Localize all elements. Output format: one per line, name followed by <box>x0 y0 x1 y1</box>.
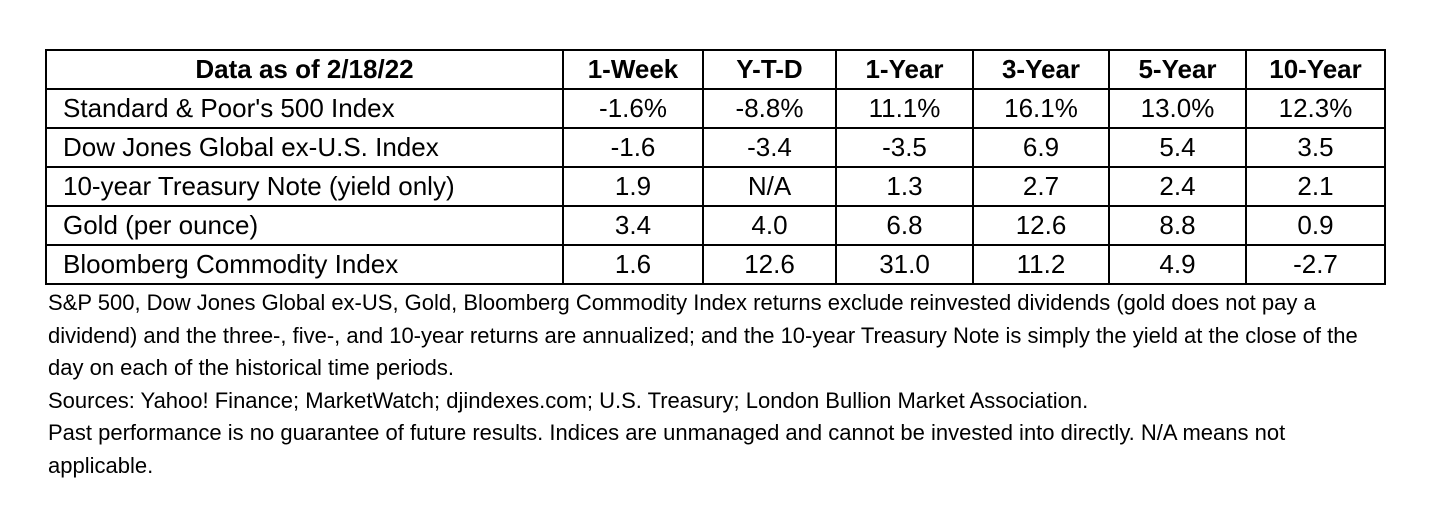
cell-value: 12.6 <box>973 206 1109 245</box>
cell-value: 8.8 <box>1109 206 1246 245</box>
table-footnotes <box>48 287 1388 482</box>
table-row <box>46 89 1385 128</box>
cell-value: 4.9 <box>1109 245 1246 284</box>
cell-value: 11.2 <box>973 245 1109 284</box>
cell-value: 2.7 <box>973 167 1109 206</box>
cell-value: 4.0 <box>703 206 836 245</box>
table-header-row <box>46 50 1385 89</box>
row-label-dow-jones-global: Dow Jones Global ex-U.S. Index <box>46 128 563 167</box>
cell-value: N/A <box>703 167 836 206</box>
methodology-note: S&P 500, Dow Jones Global ex-US, Gold, Bloomberg Commodity Index returns exclude reinvested dividends (gold does not pay a dividend) and the three-, five-, and 10-year returns are annualized; and the 10-year Treasury Note is simply the yield at the close of the day on each of the historical time periods. <box>48 290 1358 380</box>
cell-value: -3.5 <box>836 128 973 167</box>
cell-value: 6.8 <box>836 206 973 245</box>
market-returns-table <box>45 49 1386 285</box>
cell-value: 1.9 <box>563 167 703 206</box>
header-data-as-of: Data as of 2/18/22 <box>46 50 563 89</box>
cell-value: 16.1% <box>973 89 1109 128</box>
row-label-sp500: Standard & Poor's 500 Index <box>46 89 563 128</box>
cell-value: 1.6 <box>563 245 703 284</box>
sources-note: Sources: Yahoo! Finance; MarketWatch; djindexes.com; U.S. Treasury; London Bullion Market Association. <box>48 387 1089 413</box>
cell-value: -1.6% <box>563 89 703 128</box>
cell-value: 12.3% <box>1246 89 1385 128</box>
cell-value: 5.4 <box>1109 128 1246 167</box>
cell-value: 2.1 <box>1246 167 1385 206</box>
table-row <box>46 245 1385 284</box>
cell-value: -8.8% <box>703 89 836 128</box>
cell-value: 6.9 <box>973 128 1109 167</box>
disclaimer-note: Past performance is no guarantee of future results. Indices are unmanaged and cannot be invested into directly. N/A means not applicable. <box>48 420 1286 478</box>
cell-value: 3.4 <box>563 206 703 245</box>
cell-value: 11.1% <box>836 89 973 128</box>
cell-value: 1.3 <box>836 167 973 206</box>
row-label-treasury-note: 10-year Treasury Note (yield only) <box>46 167 563 206</box>
cell-value: -1.6 <box>563 128 703 167</box>
header-3-year: 3-Year <box>973 50 1109 89</box>
cell-value: -3.4 <box>703 128 836 167</box>
header-ytd: Y-T-D <box>703 50 836 89</box>
cell-value: 0.9 <box>1246 206 1385 245</box>
cell-value: 13.0% <box>1109 89 1246 128</box>
header-10-year: 10-Year <box>1246 50 1385 89</box>
header-5-year: 5-Year <box>1109 50 1246 89</box>
header-1-year: 1-Year <box>836 50 973 89</box>
table-row <box>46 128 1385 167</box>
cell-value: 2.4 <box>1109 167 1246 206</box>
header-1-week: 1-Week <box>563 50 703 89</box>
table-row <box>46 206 1385 245</box>
cell-value: 3.5 <box>1246 128 1385 167</box>
cell-value: -2.7 <box>1246 245 1385 284</box>
row-label-gold: Gold (per ounce) <box>46 206 563 245</box>
cell-value: 31.0 <box>836 245 973 284</box>
cell-value: 12.6 <box>703 245 836 284</box>
row-label-bloomberg-commodity: Bloomberg Commodity Index <box>46 245 563 284</box>
table-row <box>46 167 1385 206</box>
